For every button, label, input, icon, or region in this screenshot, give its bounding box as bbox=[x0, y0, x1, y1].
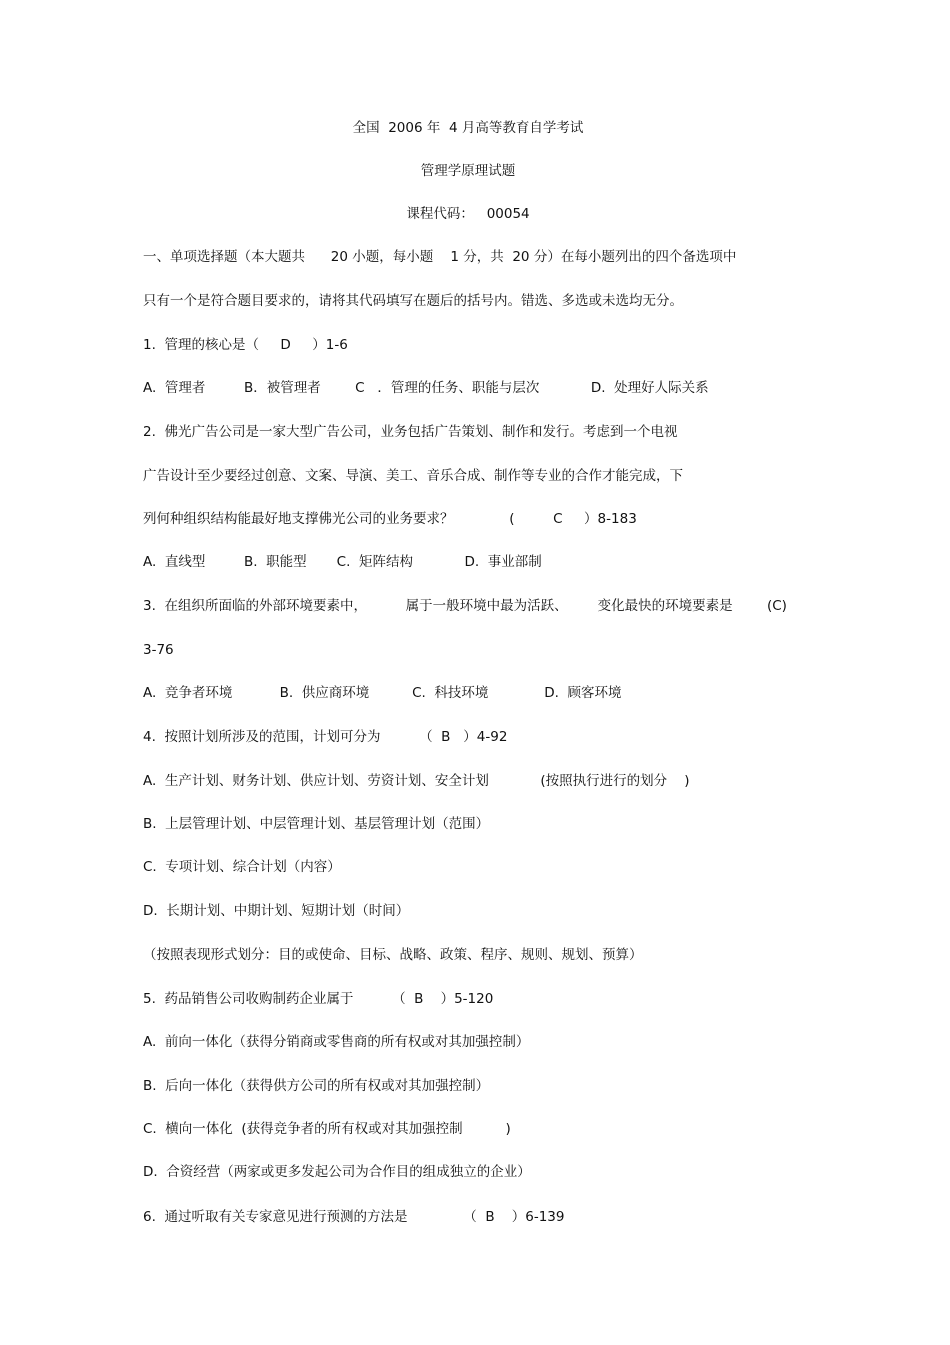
section-instructions-line: 一、单项选择题（本大题共 20 小题，每小题 1 分，共 20 分）在每小题列出的四个备选项中 bbox=[143, 249, 737, 265]
question-option: D. 长期计划、中期计划、短期计划（时间） bbox=[143, 903, 410, 919]
question-options: A. 管理者 B．被管理者 C ．管理的任务、职能与层次 D. 处理好人际关系 bbox=[143, 380, 709, 396]
question-note: （按照表现形式划分：目的或使命、目标、战略、政策、程序、规则、规划、预算） bbox=[143, 947, 643, 963]
question-options: A. 竞争者环境 B. 供应商环境 C. 科技环境 D. 顾客环境 bbox=[143, 685, 622, 701]
exam-title: 全国 2006 年 4 月高等教育自学考试 bbox=[352, 120, 584, 136]
question-option: C. 专项计划、综合计划（内容） bbox=[143, 859, 341, 875]
question-option: A. 生产计划、财务计划、供应计划、劳资计划、安全计划 (按照执行进行的划分 ) bbox=[143, 773, 690, 789]
question-options: A. 直线型 B. 职能型 C. 矩阵结构 D. 事业部制 bbox=[143, 554, 542, 570]
question-stem: 广告设计至少要经过创意、文案、导演、美工、音乐合成、制作等专业的合作才能完成，下 bbox=[143, 468, 683, 484]
question-stem: 3-76 bbox=[143, 642, 174, 658]
question-stem: 6. 通过听取有关专家意见进行预测的方法是 （ B ）6-139 bbox=[143, 1209, 565, 1225]
course-code: 课程代码： 00054 bbox=[406, 206, 530, 222]
question-option: A. 前向一体化（获得分销商或零售商的所有权或对其加强控制） bbox=[143, 1034, 530, 1050]
question-stem: 3. 在组织所面临的外部环境要素中， 属于一般环境中最为活跃、 变化最快的环境要素是 (C) bbox=[143, 598, 787, 614]
question-stem: 2. 佛光广告公司是一家大型广告公司，业务包括广告策划、制作和发行。考虑到一个电视 bbox=[143, 424, 678, 440]
subject-title: 管理学原理试题 bbox=[420, 163, 516, 179]
question-option: B. 上层管理计划、中层管理计划、基层管理计划（范围） bbox=[143, 816, 490, 832]
question-stem: 5. 药品销售公司收购制药企业属于 （ B ）5-120 bbox=[143, 991, 494, 1007]
question-option: C. 横向一体化 (获得竞争者的所有权或对其加强控制 ) bbox=[143, 1121, 511, 1137]
section-instructions-line: 只有一个是符合题目要求的，请将其代码填写在题后的括号内。错选、多选或未选均无分。 bbox=[143, 293, 683, 309]
question-stem: 1. 管理的核心是（ D ）1-6 bbox=[143, 337, 348, 353]
question-option: D. 合资经营（两家或更多发起公司为合作目的组成独立的企业） bbox=[143, 1164, 531, 1180]
question-option: B. 后向一体化（获得供方公司的所有权或对其加强控制） bbox=[143, 1078, 490, 1094]
question-stem: 列何种组织结构能最好地支撑佛光公司的业务要求？ ( C ）8-183 bbox=[143, 511, 637, 527]
question-stem: 4. 按照计划所涉及的范围，计划可分为 （ B ）4-92 bbox=[143, 729, 508, 745]
